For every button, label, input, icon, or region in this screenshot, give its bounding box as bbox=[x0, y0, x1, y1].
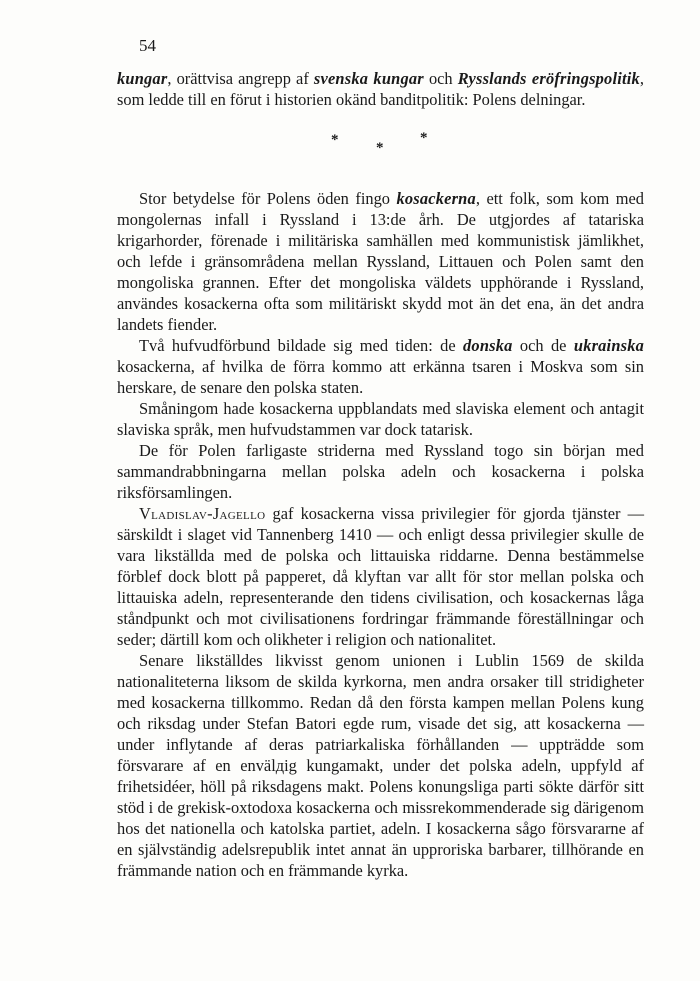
section-divider bbox=[117, 118, 644, 184]
page-number: 54 bbox=[139, 36, 156, 55]
italic-term: kosackerna bbox=[396, 189, 476, 208]
paragraph-kosackerna bbox=[117, 188, 644, 335]
italic-term: kungar bbox=[117, 69, 168, 88]
italic-term: ukrainska bbox=[573, 336, 644, 355]
text-run: , orättvisa angrepp af bbox=[167, 69, 314, 88]
text-run: Två hufvudförbund bildade sig med tiden: de bbox=[139, 336, 464, 355]
asterisk: * bbox=[420, 130, 428, 146]
smallcaps-name: Vladislav-Jagello bbox=[139, 504, 266, 523]
text-run: och bbox=[423, 69, 458, 88]
text-run: gaf kosackerna vissa privilegier för gjorda tjänster — särskildt i slaget vid Tannenberg 1410 — och enligt dessa privilegier skulle de vara likställda med de polska och littauiska riddarne. Denna bestämmelse förblef dock blott på papperet, då klyftan var allt för stor mellan polska och littauiska adeln, representerande den tidens civilisation, och kosackernas låga ståndpunkt och mot civilisationens fordringar främmande föreställningar och seder; därtill kom och olikheter i religion och nationalitet. bbox=[117, 504, 644, 649]
paragraph-slaviska: Småningom hade kosackerna uppblandats med slaviska element och antagit slaviska språk, men hufvudstammen var dock tatarisk. bbox=[117, 399, 644, 439]
italic-term: svenska kungar bbox=[313, 69, 424, 88]
paragraph-lublin: Senare likställdes likvisst genom unionen i Lublin 1569 de skilda nationaliteterna liksom de skilda kyrkorna, men andra orsaker till stridigheter med kosackerna tillkommo. Redan då den första kampen mellan Polens kung och riksdag under Stefan Batori egde rum, visade det sig, att kosackerna — under inflytande af deras patriarkaliska förhållanden — uppträdde som försvarare af en envälдig kungamakt, under det polska adeln, uppfyld af frihetsidéer, höll på riksdagens makt. Polens konungsliga parti sökte därför sitt stöd i de grekisk-oxtodoxa kosackerna och missrekommenderade sig därigenom hos det nationella och katolska partiet, adeln. I kosackerna sågo försvararne af en självständig adelsrepublik intet annat än upproriska barbarer, tillhörande en främmande nation och en främmande kyrka. bbox=[117, 651, 644, 880]
paragraph-hufvudforbund bbox=[117, 335, 644, 398]
asterisk: * bbox=[331, 132, 339, 148]
top-paragraph bbox=[117, 68, 644, 110]
text-run: , som ledde till en förut i historien okänd banditpolitik: Polens delningar. bbox=[117, 69, 644, 109]
text-run: , ett folk, som kom med mongolernas infall i Ryssland i 13:de årh. De utgjordes af tatariska krigarhorder, förenade i militäriska samhällen med kommunistisk jämlikhet, och lefde i gränsområdena mellan Ryssland, Littauen och Polen samt den mongoliska grannen. Efter det mongoliska väldets upphörande i Ryssland, användes kosackerna ofta som militäriskt skydd mot än det ena, än det andra landets fiender. bbox=[117, 189, 645, 334]
text-run: och de bbox=[512, 336, 574, 355]
italic-term: donska bbox=[463, 336, 513, 355]
asterisk: * bbox=[376, 140, 384, 156]
text-run: Stor betydelse för Polens öden fingo bbox=[139, 189, 397, 208]
text-run: kosackerna, af hvilka de förra kommo att erkänna tsaren i Moskva som sin herskare, de senare den polska staten. bbox=[117, 357, 644, 397]
paragraph-vladislav bbox=[117, 503, 644, 650]
paragraph-striderna: De för Polen farligaste striderna med Ryssland togo sin början med sammandrabbningarna mellan polska adeln och kosackerna i polska riksförsamlingen. bbox=[117, 441, 644, 502]
main-section bbox=[117, 188, 644, 881]
italic-term: Rysslands eröfringspolitik bbox=[457, 69, 640, 88]
